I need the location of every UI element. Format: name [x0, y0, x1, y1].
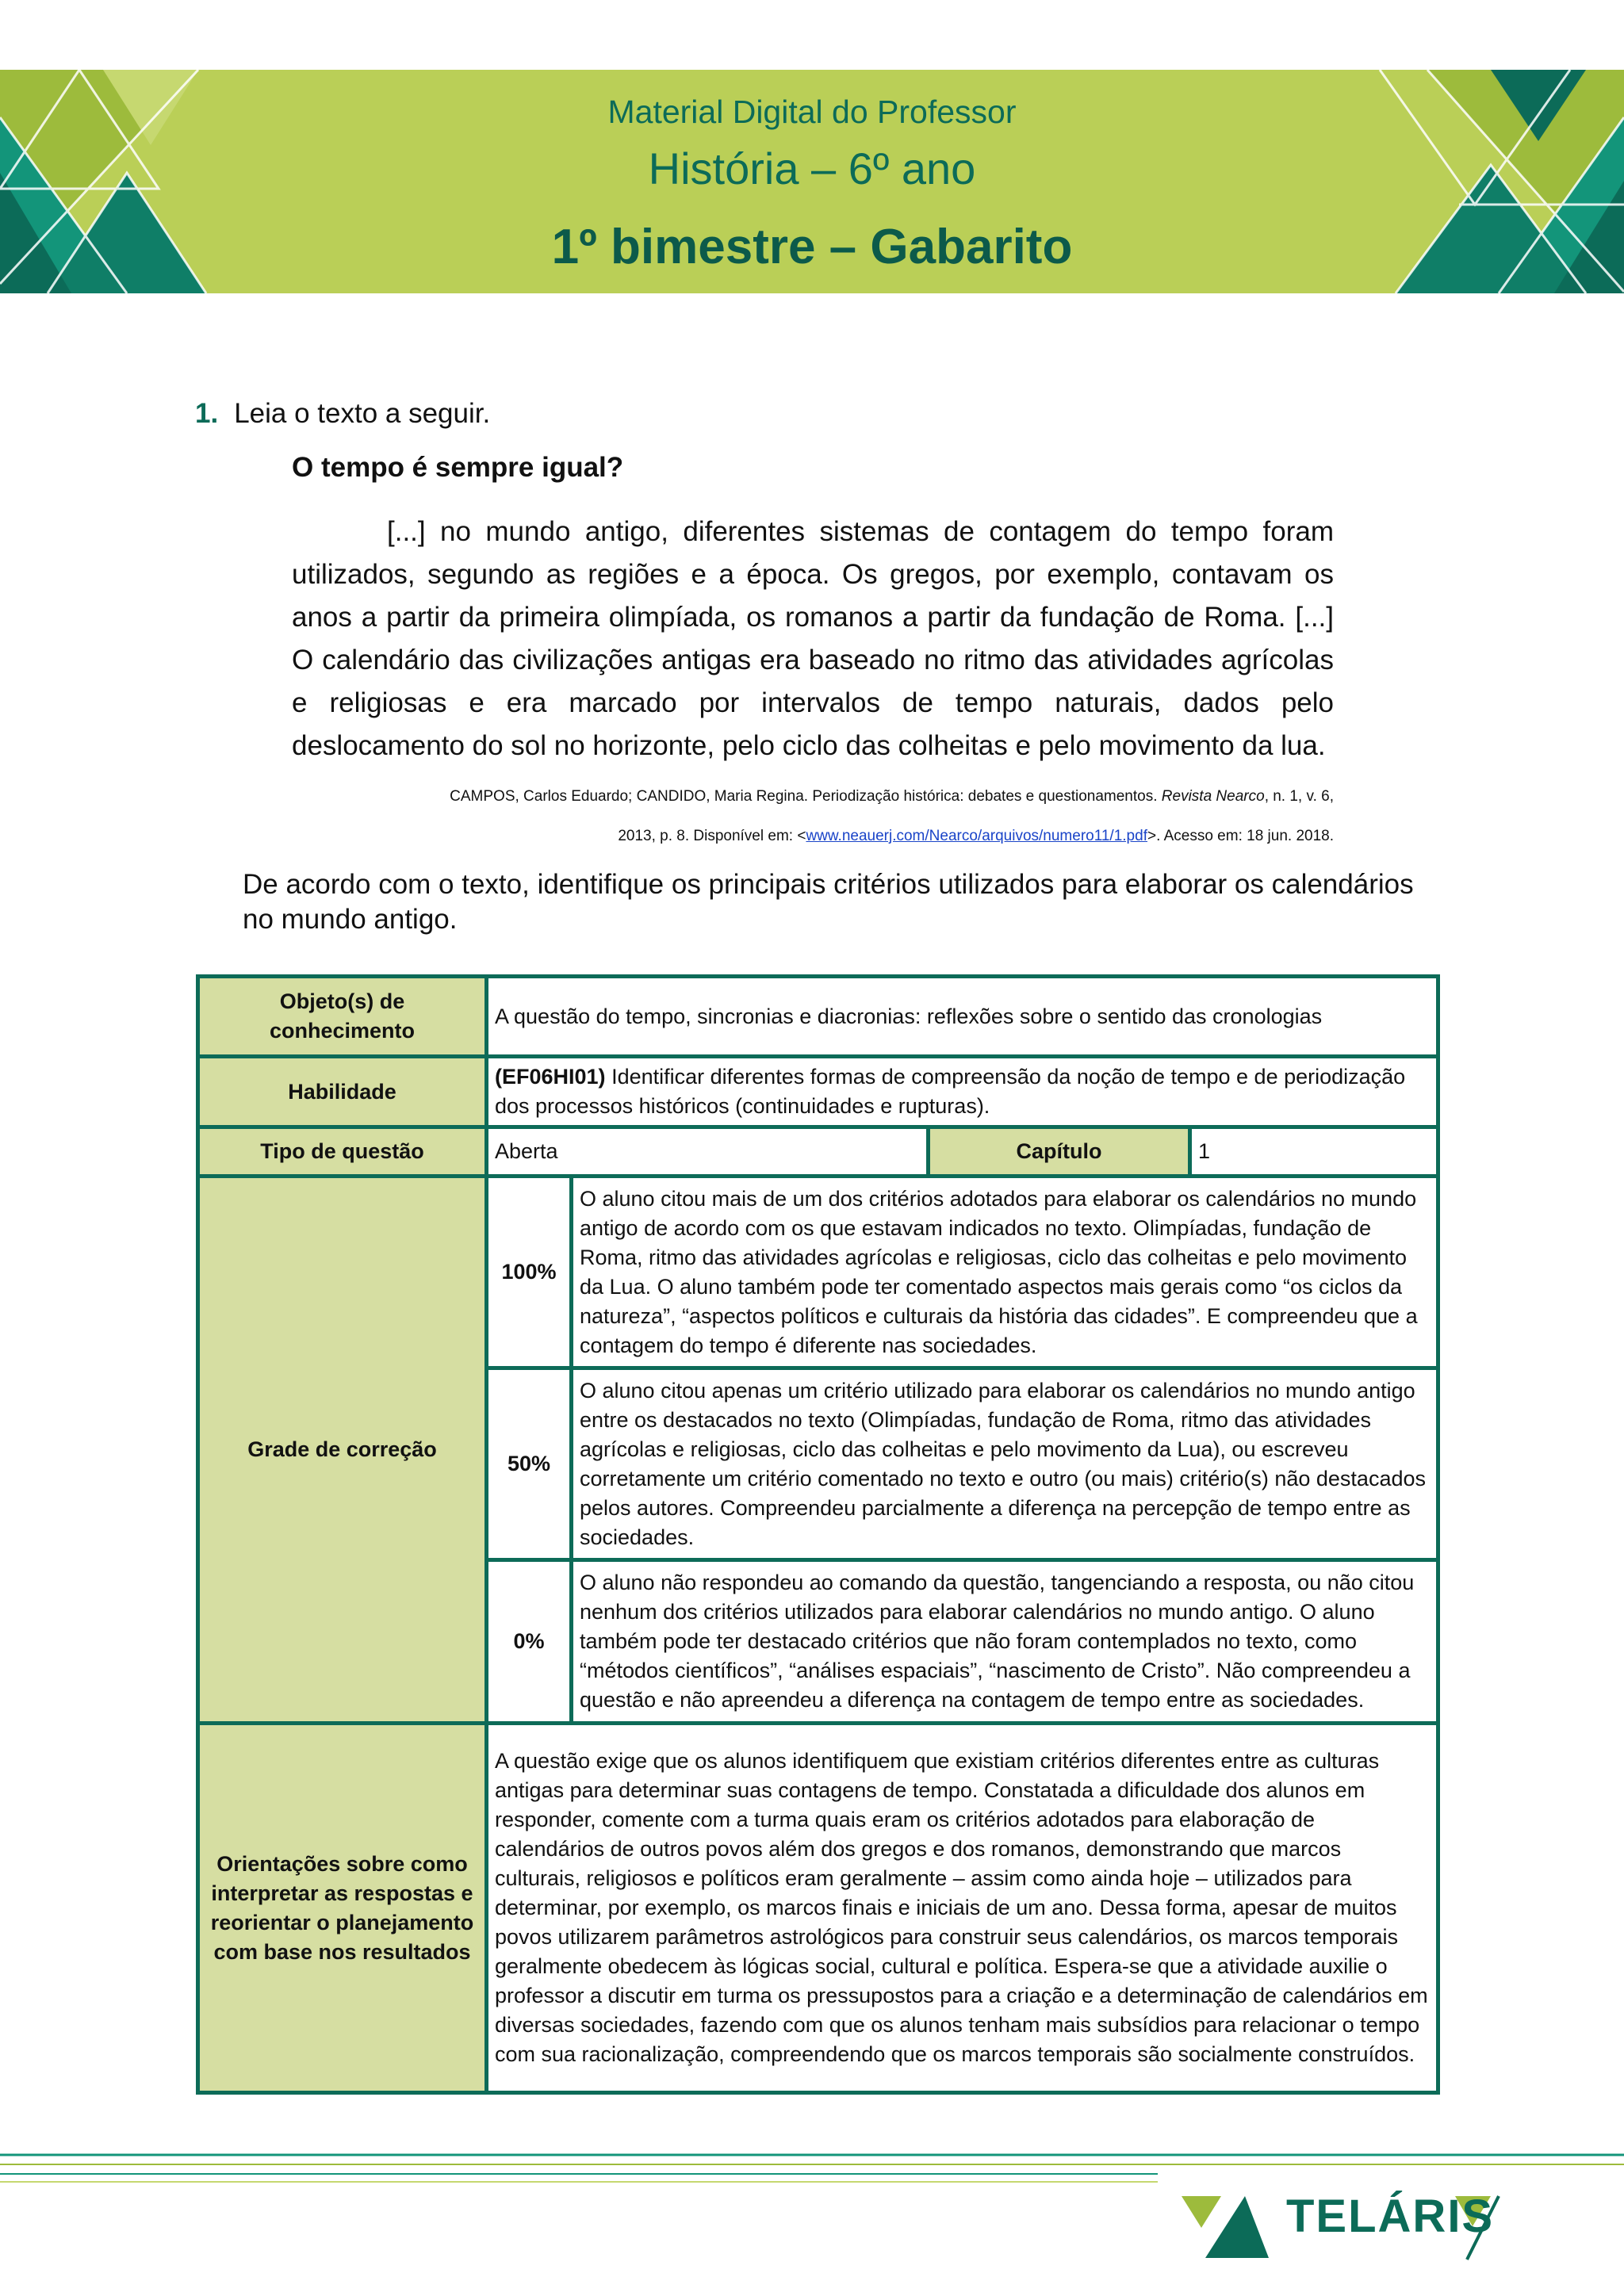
habilidade-cell	[487, 1057, 1438, 1127]
grade-percent: 50%	[487, 1368, 572, 1560]
header-subject: História – 6º ano	[648, 144, 976, 193]
tipo-value: Aberta	[487, 1127, 929, 1177]
telaris-logo: TELÁRIS	[1286, 2191, 1495, 2242]
grade-label: Grade de correção	[198, 1177, 487, 1724]
text-title: O tempo é sempre igual?	[292, 452, 624, 483]
source-authors: CAMPOS, Carlos Eduardo; CANDIDO, Maria Regina. Periodização histórica: debates e questionamentos.	[450, 788, 1158, 805]
orientacoes-value: A questão exige que os alunos identifiquem que existiam critérios diferentes entre as culturas antigas para determinar suas contagens de tempo. Constatada a dificuldade dos alunos em responder, comente com a turma quais eram os critérios adotados para elaboração de calendários de outros povos além dos gregos e dos romanos, demonstrando que marcos culturais, religiosos e políticos eram geralmente – assim como ainda hoje – utilizados para determinar, por exemplo, os marcos finais e iniciais de um ano. Dessa forma, apesar de muitos povos utilizarem parâmetros astrológicos para construir seus calendários, os marcos temporais geralmente obedecem às lógicas social, cultural e política. Espera-se que a atividade auxilie o professor a discutir em turma os pressupostos para a criação e a determinação de calendários em diversas sociedades, fazendo com que os alunos tenham mais subsídios para relacionar o tempo com sua racionalização, compreendendo que os marcos temporais são socialmente construídos.	[487, 1724, 1438, 2093]
capitulo-value: 1	[1190, 1127, 1438, 1177]
grade-percent: 100%	[487, 1177, 572, 1368]
habilidade-label: Habilidade	[198, 1057, 487, 1127]
question-task: De acordo com o texto, identifique os principais critérios utilizados para elaborar os calendários no mundo antigo.	[243, 869, 1414, 935]
row-habilidade	[198, 1057, 1438, 1127]
row-orientacoes	[198, 1724, 1438, 2093]
question-line	[195, 398, 490, 430]
source-line-1	[292, 777, 1334, 817]
habilidade-code: (EF06HI01)	[495, 1065, 606, 1089]
objetos-value: A questão do tempo, sincronias e diacronias: reflexões sobre o sentido das cronologias	[487, 977, 1438, 1057]
habilidade-value: Identificar diferentes formas de compreensão da noção de tempo e de periodização dos processos históricos (continuidades e rupturas).	[495, 1065, 1406, 1118]
grade-text: O aluno citou mais de um dos critérios adotados para elaborar os calendários no mundo antigo de acordo com os que estavam indicados no texto. Olimpíadas, fundação de Roma, ritmo das atividades agrícolas e religiosas, ciclo das colheitas e pelo movimento da Lua. O aluno também pode ter comentado aspectos mais gerais como “os ciclos da natureza”, “aspectos políticos e culturais da história das cidades”. E compreendeu que a contagem do tempo é diferente nas sociedades.	[572, 1177, 1438, 1368]
question-number: 1.	[195, 398, 219, 429]
source-link[interactable]: www.neauerj.com/Nearco/arquivos/numero11/1.pdf	[806, 828, 1147, 844]
source-journal: Revista Nearco	[1161, 788, 1265, 805]
grade-text: O aluno citou apenas um critério utilizado para elaborar os calendários no mundo antigo entre os destacados no texto (Olimpíadas, fundação de Roma, ritmo das atividades agrícolas e religiosas, ciclo das colheitas e pelo movimento da Lua), ou escreveu corretamente um critério comentado no texto e outro (ou mais) critério(s) não destacados pelos autores. Compreendeu parcialmente a diferença na percepção de tempo entre as sociedades.	[572, 1368, 1438, 1560]
source-line-2	[292, 817, 1334, 856]
question-instruction: Leia o texto a seguir.	[234, 398, 491, 429]
quote-text: [...] no mundo antigo, diferentes sistemas de contagem do tempo foram utilizados, segundo as regiões e a época. Os gregos, por exemplo, contavam os anos a partir da primeira olimpíada, os romanos a partir da fundação de Roma. [...] O calendário das civilizações antigas era baseado no ritmo das atividades agrícolas e religiosas e era marcado por intervalos de tempo naturais, dados pelo deslocamento do sol no horizonte, pelo ciclo das colheitas e pelo movimento da lua.	[292, 516, 1334, 761]
quote-paragraph	[292, 511, 1334, 767]
grade-percent: 0%	[487, 1560, 572, 1724]
source-citation	[292, 777, 1334, 856]
grade-text: O aluno não respondeu ao comando da questão, tangenciando a resposta, ou não citou nenhum dos critérios utilizados para elaborar calendários no mundo antigo. O aluno também pode ter destacado critérios que não foram contemplados no texto, como “métodos científicos”, “análises espaciais”, “nascimento de Cristo”. Não compreendeu a questão e não apreendeu a diferença na contagem de tempo entre as sociedades.	[572, 1560, 1438, 1724]
rubric-table	[196, 974, 1440, 2095]
objetos-label: Objeto(s) de conhecimento	[198, 977, 487, 1057]
row-objetos	[198, 977, 1438, 1057]
source-issue: , n. 1, v. 6,	[1264, 788, 1334, 805]
row-tipo	[198, 1127, 1438, 1177]
header-banner	[0, 70, 1624, 293]
source-access: >. Acesso em: 18 jun. 2018.	[1147, 828, 1334, 844]
page-title: 1º bimestre – Gabarito	[551, 220, 1073, 274]
tipo-label: Tipo de questão	[198, 1127, 487, 1177]
footer	[0, 2141, 1624, 2296]
orientacoes-label: Orientações sobre como interpretar as respostas e reorientar o planejamento com base nos resultados	[198, 1724, 487, 2093]
grade-row	[198, 1177, 1438, 1368]
source-available: 2013, p. 8. Disponível em: <	[618, 828, 806, 844]
capitulo-label: Capítulo	[929, 1127, 1190, 1177]
header-subtitle: Material Digital do Professor	[607, 94, 1017, 130]
